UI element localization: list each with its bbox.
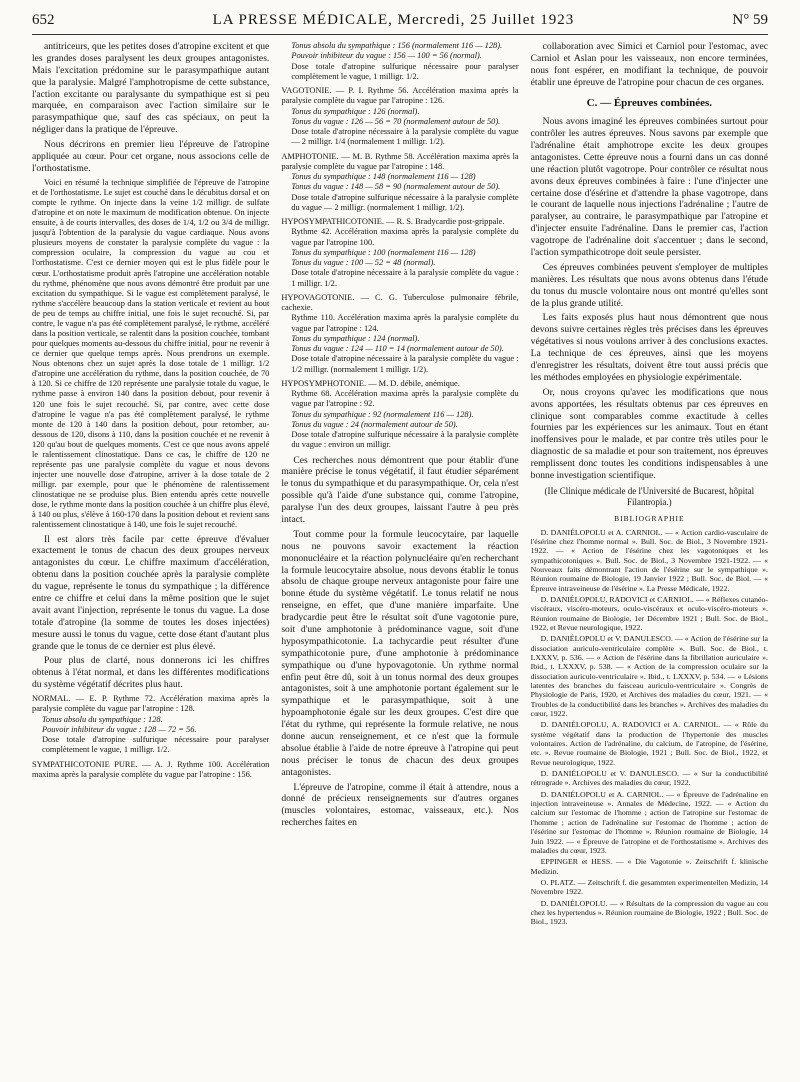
case-line: Tonus absolu du sympathique : 128. <box>42 714 163 724</box>
case-heading: HYPOSYMPHOTONIE. — M. D. débile, anémique. <box>281 378 460 388</box>
column-2 <box>281 41 518 1081</box>
case-heading: HYPOVAGOTONIE. — C. G. Tuberculose pulmonaire fébrile, cachexie. <box>281 292 519 312</box>
case-line: Tonus du sympathique : 126 (normal). <box>291 106 420 116</box>
case-line: Dose totale d'atropine sulfurique nécessaire pour paralyser complètement le vague, 1 milligr. 1/2. <box>291 61 519 81</box>
paragraph: Il est alors très facile par cette épreuve d'évaluer exactement le tonus de chacun des deux groupes nerveux antagonistes du cœur. Le chiffre maximum d'accélération, obtenu dans la position couchée après la paralysie complète du vague, représente le tonus du sympathique ; la différence entre ce chiffre et celui dans la même position que le sujet avait avant l'injection, représente le tonus du vague. La dose totale d'atropine (la somme de toutes les doses injectées) mesure aussi le tonus du vague, cette dose étant d'autant plus grande que le tonus de ce dernier est plus élevé. <box>32 533 270 652</box>
institution-signature: (IIe Clinique médicale de l'Université de Bucarest, hôpital Filantropia.) <box>544 485 755 508</box>
case-line: Tonus du vague : 126 — 56 = 70 (normalement autour de 50). <box>291 116 501 126</box>
case-amphotonie <box>281 152 518 214</box>
case-line: Tonus du vague : 24 (normalement autour de 50). <box>291 419 458 429</box>
paragraph: Tout comme pour la formule leucocytaire, par laquelle nous ne pouvons savoir exactement la réaction mononucléaire et la réaction polynucléaire qu'en recherchant la formule leucocytaire absolue, nous devons établir le tonus absolu de chaque groupe nerveux antagoniste pour faire une bonne étude du système végétatif. Le tonus relatif ne nous renseigne, en effet, que d'une manière imparfaite. Une bradycardie peut être le résultat soit d'une vagotonie pure, soit d'une amphotonie à prédominance vague, soit d'une hyposympathicotonie. La tachycardie peut résulter d'une sympathicotonie pure, d'une amphotonie à prédominance sympathique ou d'une hypovagotonie. Un rythme normal enfin peut être dû, soit à un tonus normal des deux groupes antagonistes, soit à une amphotonie portant également sur le sympathique et le parasympathique, soit à une hypoamphotonie égale sur les deux groupes. C'est dire que l'état du rythme, qui représente la formule relative, ne nous donne aucun renseignement, et ce n'est que la formule absolue établie à l'aide de notre épreuve à l'atropine qui peut nous préciser le tonus de chacun des deux groupes antagonistes. <box>281 528 519 778</box>
section-heading: C. — Épreuves combinées. <box>586 96 713 109</box>
bibliography-entry: D. DANIÉLOPOLU et A. CARNIOL. — « Action cardio-vasculaire de l'ésérine chez l'homme normal ». Bull. Soc. de Biol., 3 Novembre 1921-1922. — « Action de l'ésérine chez les vagotoniques et les sympathicotoniques ». Bull. Soc. de Biol., 3 Novembre 1921-1922. — « Nouveaux faits démontrant l'action de l'ésérine sur le sympathique ». Réunion roumaine de Biologie, 19 Janvier 1922 ; Bull. Soc. de Biol. — « Épreuve intraveineuse de l'ésérine ». La Presse Médicale, 1922. <box>530 527 768 593</box>
case-sympathicotonie <box>32 760 269 781</box>
paragraph: Les faits exposés plus haut nous démontrent que nous devons suivre certaines règles très précises dans les épreuves végétatives si nous voulons arriver à des conclusions exactes. La technique de ces épreuves, ainsi que les moyens d'enregistrer les résultats, doivent être tout aussi précis que les méthodes employées en physiologie expérimentale. <box>530 312 768 383</box>
journal-title: LA PRESSE MÉDICALE, Mercredi, 25 Juillet 1923 <box>212 12 575 28</box>
case-line: Tonus du sympathique : 148 (normalement 116 — 128) <box>291 172 476 181</box>
case-line: Dose totale d'atropine nécessaire à la paralysie complète du vague — 2 milligr. 1/4 (normalement 1 milligr. 1/2). <box>291 127 519 147</box>
bibliography-entry: D. DANIÉLOPOLU, A. RADOVICI et A. CARNIOL. — « Rôle du système végétatif dans la production de l'hypertonie des muscles volontaires. Action de l'adrénaline, du calcium, de l'atropine, de l'ésérine, etc. ». Revue roumaine de Biologie, 1921 ; Bull. Soc. de Biol., 1922, et Revue neurologique, 1922. <box>530 720 768 767</box>
paragraph: collaboration avec Simici et Carniol pour l'estomac, avec Carniol et Aslan pour les vaisseaux, non encore terminées, nous font espérer, en modifiant la technique, de pouvoir établir une épreuve de l'atropine pour chacun de ces organes. <box>530 41 768 88</box>
page-number: 652 <box>32 12 55 28</box>
case-heading: VAGOTONIE. — P. I. Rythme 56. Accélération maxima après la paralysie complète du vague par l'atropine : 126. <box>281 86 519 106</box>
case-sympathicotonie-cont <box>281 41 518 82</box>
paragraph: Ces recherches nous démontrent que pour établir d'une manière précise le tonus végétatif, il faut étudier séparément le tonus du sympathique et du parasympathique. Or, cela n'est possible qu'à l'aide d'une substance qui, comme l'atropine, paralyse l'un des deux groupes, laissant l'autre à peu près intact. <box>281 454 519 525</box>
paragraph: L'épreuve de l'atropine, comme il était à attendre, nous a donné de précieux renseignements sur d'autres organes (muscles volontaires, estomac, vaisseaux, etc.). Nos recherches faites en <box>281 781 519 829</box>
bibliography <box>531 528 768 927</box>
paragraph: Nous avons imaginé les épreuves combinées surtout pour contrôler les autres épreuves. Nous savons par exemple que l'adrénaline était amphotrope excite les deux groupes antagonistes. Cette épreuve nous a fourni dans un cas donné une réaction plutôt vagotrope. Pour contrôler ce résultat nous avons deux épreuves combinées à faire : l'une d'injecter une certaine dose d'ésérine et d'attendre la phase vagotrope, dans le courant de laquelle nous injections l'adrénaline ; l'autre de paralyser, au contraire, le parasympathique par l'atropine et d'injecter ensuite l'adrénaline. Dans le premier cas, l'action vagotrope de l'adrénaline doit s'accentuer ; dans le second, l'action sympathicotrope doit seule persister. <box>530 116 768 258</box>
case-heading: HYPOSYMPATHICOTONIE. — R. S. Bradycardie post-grippale. <box>281 217 505 226</box>
bibliography-entry: D. DANIÉLOPOLU et V. DANULESCO. — « Action de l'ésérine sur la dissociation auriculo-ventriculaire complète ». Bull. Soc. de Biol., t. LXXXV, p. 536. — « Action de l'ésérine dans la fibrillation auriculaire ». Ibid., t. LXXXV, p. 538. — « Action de la compression oculaire sur la dissociation auriculo-ventriculaire ». Ibid., t. LXXXV, p. 534. — « Lésions latentes des branches du faisceau auriculo-ventriculaire ». Congrès de Physiologie de Paris, 1920, et Archives des maladies du cœur, 1921. — « Troubles de la conductibilité dans les branches ». Archives des maladies du cœur, 1922. <box>530 634 768 719</box>
case-line: Tonus du vague : 100 — 52 = 48 (normal). <box>291 258 436 267</box>
column-3 <box>531 41 768 1081</box>
case-line: Pouvoir inhibiteur du vague : 128 — 72 = 56. <box>42 724 197 734</box>
case-line: Rythme 68. Accélération maxima après la paralysie complète du vague par l'atropine : 92. <box>291 389 519 409</box>
case-heading: SYMPATHICOTONIE PURE. — A. J. Rythme 100. Accélération maxima après la paralysie complète du vague par l'atropine : 156. <box>32 759 270 779</box>
bibliography-entry: EPPINGER et HESS. — « Die Vagotonie ». Zeitschrift f. klinische Medizin. <box>530 857 768 876</box>
case-line: Tonus absolu du sympathique : 156 (normalement 116 — 128). <box>291 41 503 50</box>
case-line: Rythme 110. Accélération maxima après la paralysie complète du vague par l'atropine : 124. <box>291 313 519 333</box>
case-hyposymphotonie <box>281 379 518 451</box>
bibliography-entry: D. DANIÉLOPOLU et V. DANULESCO. — « Sur la conductibilité rétrograde ». Archives des maladies du cœur, 1922. <box>530 769 768 788</box>
case-line: Tonus du vague : 124 — 110 = 14 (normalement autour de 50). <box>291 344 504 353</box>
case-line: Rythme 42. Accélération maxima après la paralysie complète du vague par l'atropine 100. <box>291 227 519 247</box>
paragraph: Pour plus de clarté, nous donnerons ici les chiffres obtenus à l'état normal, et dans les différentes modifications du système végétatif décrites plus haut. <box>32 655 270 691</box>
case-line: Pouvoir inhibiteur du vague : 156 — 100 = 56 (normal). <box>291 51 482 61</box>
bibliography-entry: O. PLATZ. — Zeitschrift f. die gesammten experimentellen Medizin, 14 Novembre 1922. <box>530 877 768 897</box>
issue-number: N° 59 <box>732 12 768 28</box>
case-line: Tonus du sympathique : 92 (normalement 116 — 128). <box>291 409 474 419</box>
case-line: Dose totale d'atropine nécessaire à la paralysie complète du vague : 1/2 milligr. (normalement 1 milligr. 1/2). <box>291 354 519 374</box>
case-normal <box>32 694 269 756</box>
bibliography-entry: D. DANIÉLOPOLU. — « Résultats de la compression du vague au cou chez les hypertendus ». Réunion roumaine de Biologie, 1922 ; Bull. Soc. de Biol., 1923. <box>530 898 768 927</box>
column-1 <box>32 41 269 1081</box>
paragraph: Ces épreuves combinées peuvent s'employer de multiples manières. Les résultats que nous avons obtenus dans l'étude du tonus du muscle volontaire nous ont montré qu'elles sont de la plus grande utilité. <box>530 261 768 309</box>
paragraph: Nous décrirons en premier lieu l'épreuve de l'atropine appliquée au cœur. Pour cet organe, nous associons celle de l'orthostatisme. <box>32 139 270 174</box>
case-line: Tonus du sympathique : 100 (normalement 116 — 128) <box>291 247 476 257</box>
case-heading: NORMAL. — E. P. Rythme 72. Accélération maxima après la paralysie complète du vague par l'atropine : 128. <box>32 694 270 714</box>
case-vagotonie <box>281 86 518 148</box>
case-line: Dose totale d'atropine sulfurique nécessaire à la paralysie complète du vague : environ un milligr. <box>291 430 519 450</box>
case-hyposympathicotonie <box>281 217 518 289</box>
case-line: Tonus du sympathique : 124 (normal). <box>291 333 420 343</box>
case-line: Dose totale d'atropine sulfurique nécessaire à la paralysie complète du vague — 2 milligr. (normalement 1 milligr. 1/2). <box>291 192 519 212</box>
technique-paragraph: Voici en résumé la technique simplifiée de l'épreuve de l'atropine et de l'orthostatisme. Le sujet est couché dans le décubitus dorsal et on compte le rythme. On injecte dans la veine 1/2 milligr. de sulfate d'atropine et on note le maximum de modification obtenue. On injecte ensuite, à de courts intervalles, des doses de 1/4, 1/2 ou 3/4 de milligr. jusqu'à l'obtention de la paralysie du vague cardiaque. Nous avons plusieurs moyens de constater la paralysie complète du vague : la compression oculaire, la compression du vague au cou et l'orthostatisme. C'est ce dernier moyen qui est le plus fidèle pour le cœur. L'orthostatisme produit après l'atropine une accélération notable du rythme, phénomène que nous avons démontré être produit par une excitation du sympathique. Si le vague est complètement paralysé, le rythme s'accélère beaucoup dans la station verticale et revient au bout de peu de temps au chiffre initial, une fois le sujet recouché. Si, par contre, le vague n'a pas été complètement paralysé, le rythme, accéléré dans la position verticale, se ralentit dans la position couchée, tombant pour quelques moments au-dessous du chiffre initial, pour ne revenir à ce dernier que quelque temps après. Nous prendrons un exemple. Nous obtenons chez un sujet après la dose totale de 1 milligr. 1/2 d'atropine une accélération du rythme, dans la position couchée, de 70 à 120. Si ce chiffre de 120 représente une paralysie totale du vague, le rythme passe à environ 140 dans la position debout, pour revenir à 120 une fois le sujet recouché. Si, par contre, avec cette dose d'atropine le vague n'a pas été complètement paralysé, le rythme monte de 120 à 140 dans la position debout, pour retomber, au-dessous de 120, disons à 110, dans la position couchée et ne revenir à 120 qu'au bout de quelques moments. C'est ce que nous avons appelé le ralentissement clinostatique. Dans ce cas, le chiffre de 120 ne représente pas une paralysie complète du vague et nous devons injecter une nouvelle dose d'atropine, arriver à la dose totale de 2 milligr. par exemple, pour que le phénomène de ralentissement clinostatique ne se produise plus. Bien entendu après cette nouvelle dose, le rythme monte dans la position couchée à un chiffre plus élevé, à 140 ou plus, s'élève à 160-170 dans la position debout et revient sans ralentissement clinostatique à 140, une fois le sujet recouché. <box>32 177 270 530</box>
case-line: Tonus du vague : 148 — 58 = 90 (normalement autour de 50). <box>291 182 501 192</box>
bibliography-entry: D. DANIÉLOPOLU, RADOVICI et CARNIOL. — « Réflexes cutanéo-viscéraux, viscéro-moteurs, oculo-viscéraux et oculo-viscéro-moteurs ». Réunion roumaine de Biologie, 1er Décembre 1921 ; Bull. Soc. de Biol., 1922, et Revue neurologique, 1922. <box>530 594 768 632</box>
bibliography-title: BIBLIOGRAPHIE <box>614 514 685 524</box>
article-columns <box>32 41 768 1081</box>
bibliography-entry: D. DANIÉLOPOLU et A. CARNIOL. — « Épreuve de l'adrénaline en injection intraveineuse ». Annales de Médecine, 1922. — « Action du calcium sur l'estomac de l'homme ; action de l'atropine sur l'estomac de l'homme ; action de l'adrénaline sur l'estomac de l'homme ; action de l'ésérine sur l'estomac de l'homme ». Réunion roumaine de Biologie, 14 Juin 1922. — « Épreuve de l'atropine et de l'orthostatisme ». Archives des maladies du cœur, 1923. <box>530 789 768 855</box>
case-line: Dose totale d'atropine sulfurique nécessaire pour paralyser complètement le vague, 1 milligr. 1/2. <box>42 735 270 755</box>
paragraph: Or, nous croyons qu'avec les modifications que nous avons apportées, les résultats obtenus par ces épreuves en clinique sont comparables comme exactitude à celles fournies par les expériences sur les animaux. Tout en étant inoffensives pour le malade, et par contre très utiles pour le diagnostic de sa maladie et pour son traitement, nos épreuves remplissent donc toutes les conditions indispensables à une bonne investigation scientifique. <box>530 386 768 482</box>
case-hypovagotonie <box>281 293 518 375</box>
case-heading: AMPHOTONIE. — M. B. Rythme 58. Accélération maxima après la paralysie complète du vague par l'atropine : 148. <box>281 151 519 171</box>
case-line: Dose totale d'atropine nécessaire à la paralysie complète du vague : 1 milligr. 1/2. <box>291 268 519 288</box>
paragraph: antitriceurs, que les petites doses d'atropine excitent et que les grandes doses paralysent les deux groupes antagonistes. Mais l'excitation prédomine sur le parasympathique autant que la paralysie. Malgré l'amphotropisme de cette substance, l'action excitante ou paralysante du sympathique est si peu marquée, en comparaison avec l'action similaire sur le parasympathique que, sauf des cas spéciaux, on peut la négliger dans la pratique de l'épreuve. <box>32 41 270 136</box>
page-header <box>32 12 768 35</box>
